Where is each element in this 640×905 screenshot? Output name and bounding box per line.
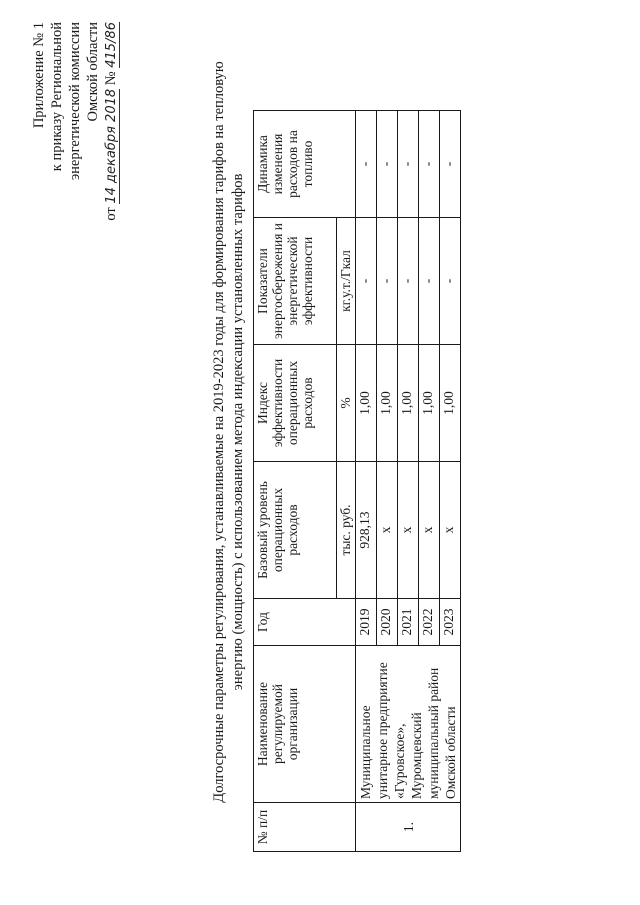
header-energy-saving: Показатели энергосбережения и энергетической эффективности — [254, 218, 337, 345]
header-efficiency-index: Индекс эффективности операционных расходов — [254, 345, 337, 462]
header-fuel-dynamics: Динамика изменения расходов на топливо — [254, 111, 356, 218]
appendix-line-2: к приказу Региональной — [49, 22, 65, 172]
handwritten-date: 14 декабря 2018 — [104, 88, 119, 204]
unit-base: тыс. руб. — [337, 462, 356, 599]
cell-year: 2023 — [440, 599, 461, 646]
unit-energy: кг.у.т./Гкал — [337, 218, 356, 345]
date-prefix: от — [103, 207, 119, 221]
document-page — [20, 12, 620, 892]
cell-energy: - — [377, 218, 398, 345]
appendix-line-4: Омской области — [85, 22, 101, 122]
cell-base: x — [419, 462, 440, 599]
cell-index: 1,00 — [377, 345, 398, 462]
cell-year: 2022 — [419, 599, 440, 646]
cell-base: x — [398, 462, 419, 599]
appendix-line-1: Приложение № 1 — [31, 22, 47, 129]
organization-name: Муниципальное унитарное предприятие «Гуровское», Муромцевский муниципальный район Омской области — [356, 646, 461, 803]
cell-year: 2020 — [377, 599, 398, 646]
header-num: № п/п — [254, 803, 356, 852]
appendix-date-line — [102, 22, 121, 242]
document-title — [210, 12, 248, 852]
header-year: Год — [254, 599, 356, 646]
parameters-table — [253, 110, 461, 852]
cell-dynamics: - — [398, 111, 419, 218]
cell-dynamics: - — [419, 111, 440, 218]
cell-energy: - — [419, 218, 440, 345]
unit-index: % — [337, 345, 356, 462]
number-prefix: № — [103, 71, 119, 86]
header-base-level: Базовый уровень операционных расходов — [254, 462, 337, 599]
table-row — [356, 111, 377, 852]
handwritten-number: 415/86 — [104, 22, 119, 68]
appendix-header — [30, 22, 121, 242]
cell-base: x — [377, 462, 398, 599]
cell-index: 1,00 — [356, 345, 377, 462]
cell-base: 928,13 — [356, 462, 377, 599]
cell-energy: - — [356, 218, 377, 345]
cell-index: 1,00 — [419, 345, 440, 462]
cell-energy: - — [398, 218, 419, 345]
cell-index: 1,00 — [398, 345, 419, 462]
header-row — [254, 111, 337, 852]
header-organization: Наименование регулируемой организации — [254, 646, 356, 803]
appendix-line-3: энергетической комиссии — [67, 22, 83, 181]
cell-year: 2021 — [398, 599, 419, 646]
cell-base: x — [440, 462, 461, 599]
cell-energy: - — [440, 218, 461, 345]
cell-dynamics: - — [356, 111, 377, 218]
title-line-2: энергию (мощность) с использованием метода индексации установленных тарифов — [230, 173, 246, 691]
row-number: 1. — [356, 803, 461, 852]
cell-index: 1,00 — [440, 345, 461, 462]
cell-dynamics: - — [440, 111, 461, 218]
cell-dynamics: - — [377, 111, 398, 218]
cell-year: 2019 — [356, 599, 377, 646]
title-line-1: Долгосрочные параметры регулирования, устанавливаемые на 2019-2023 годы для формирования тарифов на тепловую — [211, 61, 227, 803]
